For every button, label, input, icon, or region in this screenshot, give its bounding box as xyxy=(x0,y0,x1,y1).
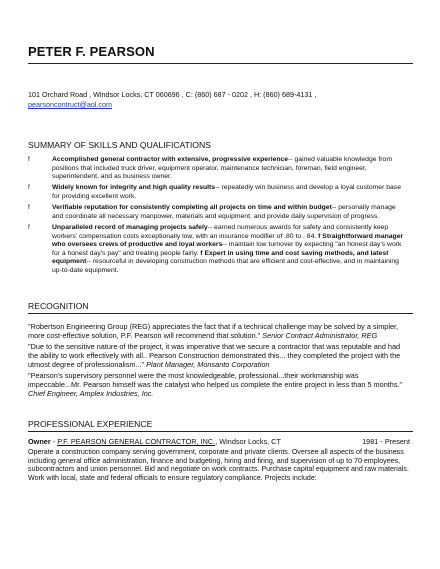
bullet-bold-text: f Expert in using time and cost saving methods, and latest equipment xyxy=(52,249,389,266)
recognition-section-title: RECOGNITION xyxy=(28,301,89,311)
bullet-icon: f xyxy=(28,156,30,163)
job-entry xyxy=(28,437,410,482)
experience-divider xyxy=(28,431,413,432)
job-separator: - xyxy=(50,437,58,446)
bullet-bold-text: Accomplished general contractor with extensive, progressive experience xyxy=(52,156,289,163)
quote-text: "Robertson Engineering Group (REG) appreciates the fact that if a technical challenge may be solved by a simpler, more cost-effective solution, P.F. Pearson will recommend that solution." xyxy=(28,322,399,340)
bullet-bold-text: Unparalleled record of managing projects safely xyxy=(52,223,208,231)
bullet-bold-text: f Straightforward manager who oversees crews of productive and loyal workers xyxy=(52,232,404,249)
list-item xyxy=(28,371,404,398)
list-item xyxy=(28,224,404,276)
bullet-icon: f xyxy=(28,223,30,231)
job-description: Operate a construction company serving government, corporate and private clients. Oversee all aspects of the business including general office administration, finance and budgeting, hiring and firing, and supervision of up to 70 employees, subcontractors and union personnel. Bid and negotiate on work contracts. Purchase capital equipment and raw materials. Work with local, state and federal officials to ensure regulatory compliance. Projects include: xyxy=(28,448,409,482)
list-item xyxy=(28,156,404,182)
job-dates: 1981 - Present xyxy=(362,437,410,446)
summary-list xyxy=(28,156,404,278)
quote-text: "Due to the sensitive nature of the project, it was imperative that we secure a contractor that was reputable and had the ability to work effectively with all.. Pearson Construction demonstrated this... they completed the project with the utmost degree of professionalism..." xyxy=(28,342,401,369)
experience-section-title: PROFESSIONAL EXPERIENCE xyxy=(28,419,153,429)
list-item xyxy=(28,184,404,201)
bullet-text: -- personally manage and coordinate all necessary manpower, materials and equipment, and provide daily supervision of progress. xyxy=(52,204,396,220)
email-link[interactable]: pearsoncontruct@aol.com xyxy=(28,100,113,109)
quote-attribution: Senior Contract Administrator, REG xyxy=(260,331,378,340)
bullet-text: -- gained valuable knowledge from positions that included truck driver, equipment operator, maintenance technician, foreman, field engineer, superintendent, and as business owner. xyxy=(52,156,392,181)
header-divider xyxy=(28,63,413,64)
list-item xyxy=(28,322,404,340)
company-location: , Windsor Locks, CT xyxy=(215,437,281,446)
job-heading xyxy=(28,437,410,446)
job-title: Owner xyxy=(28,437,51,446)
bullet-bold-text: Widely known for integrity and high quality results xyxy=(52,184,216,192)
recognition-divider xyxy=(28,313,413,314)
quote-attribution: Chief Engineer, Amplex Industries, Inc. xyxy=(28,389,154,398)
recognition-quotes xyxy=(28,322,404,400)
list-item xyxy=(28,342,404,369)
bullet-text: -- maintain low turnover by expecting "an honest day's work for a honest day's pay" and treating people fairly. xyxy=(52,241,402,257)
summary-section-title: SUMMARY OF SKILLS AND QUALIFICATIONS xyxy=(28,140,211,150)
bullet-icon: f xyxy=(28,204,30,212)
list-item xyxy=(28,204,404,221)
candidate-name: PETER F. PEARSON xyxy=(28,44,155,59)
quote-attribution: Plant Manager, Monsanto Corporation xyxy=(144,360,270,369)
bullet-text: -- earned numerous awards for safety and consistently keep workers' compensation costs exceptionally low, with an insurance modifier of .80 to . 84. xyxy=(52,223,389,240)
quote-text: "Pearson's supervisory personnel were the most knowledgeable, professional...their workmanship was impeccable...Mr. Pearson himself was the catalyst who helped us complete the entire project in less than 5 months." xyxy=(28,371,403,389)
bullet-text: -- repeatedly win business and develop a loyal customer base for providing excellent work. xyxy=(52,184,401,200)
contact-info xyxy=(28,90,423,110)
bullet-text: -- resourceful in developing construction methods that are efficient and cost-effective, and in maintaining up-to-date equipment. xyxy=(52,258,399,274)
bullet-icon: f xyxy=(28,184,30,192)
contact-address-phones: 101 Orchard Road , Windsor Locks, CT 060696 , C: (860) 687 - 0202 , H: (860) 689-4131 , xyxy=(28,90,317,99)
bullet-bold-text: Verifiable reputation for consistently completing all projects on time and within budget xyxy=(52,204,332,212)
company-name: P.F. PEARSON GENERAL CONTRACTOR, INC. xyxy=(57,437,216,446)
